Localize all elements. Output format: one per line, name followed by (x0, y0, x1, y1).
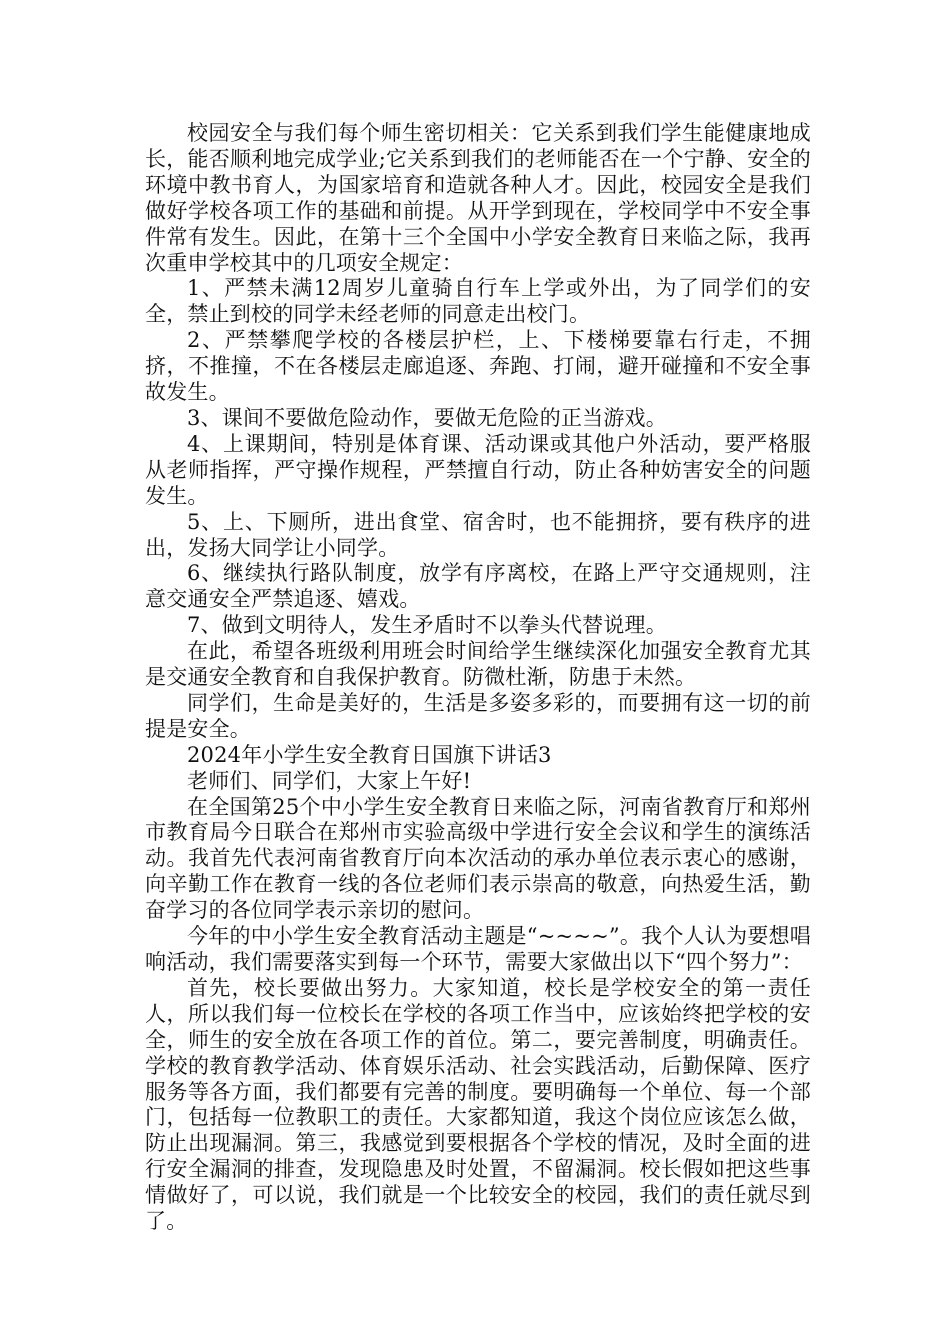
paragraph-closing: 同学们，生命是美好的，生活是多姿多彩的，而要拥有这一切的前提是安全。 (145, 690, 811, 741)
paragraph-intro: 校园安全与我们每个师生密切相关：它关系到我们学生能健康地成长，能否顺利地完成学业;它关系到我们的老师能否在一个宁静、安全的环境中教书育人，为国家培育和造就各种人才。因此，校园安全是我们做好学校各项工作的基础和前提。从开学到现在，学校同学中不安全事件常有发生。因此，在第十三个全国中小学安全教育日来临之际，我再次重申学校其中的几项安全规定： (145, 121, 811, 275)
document-body (145, 121, 811, 1235)
rule-item-3: 3、课间不要做危险动作，要做无危险的正当游戏。 (187, 405, 667, 430)
rule-item-1: 1、严禁未满12周岁儿童骑自行车上学或外出，为了同学们的安全，禁止到校的同学未经老师的同意走出校门。 (145, 276, 811, 327)
paragraph-hope: 在此，希望各班级利用班会时间给学生继续深化加强安全教育尤其是交通安全教育和自我保护教育。防微杜渐，防患于未然。 (145, 639, 811, 690)
speech-title: 2024年小学生安全教育日国旗下讲话3 (187, 742, 552, 767)
paragraph-theme: 今年的中小学生安全教育活动主题是“~~~~”。我个人认为要想唱响活动，我们需要落实到每一个环节，需要大家做出以下“四个努力”： (145, 924, 811, 974)
rule-item-4: 4、上课期间，特别是体育课、活动课或其他户外活动，要严格服从老师指挥，严守操作规程，严禁擅自行动，防止各种妨害安全的问题发生。 (145, 431, 811, 508)
greeting: 老师们、同学们，大家上午好! (187, 768, 472, 793)
rule-item-7: 7、做到文明待人，发生矛盾时不以拳头代替说理。 (187, 613, 667, 638)
paragraph-occasion: 在全国第25个中小学生安全教育日来临之际，河南省教育厅和郑州市教育局今日联合在郑州市实验高级中学进行安全会议和学生的演练活动。我首先代表河南省教育厅向本次活动的承办单位表示衷心的感谢，向辛勤工作在教育一线的各位老师们表示崇高的敬意，向热爱生活，勤奋学习的各位同学表示亲切的慰问。 (145, 794, 811, 923)
paragraph-principal-effort: 首先，校长要做出努力。大家知道，校长是学校安全的第一责任人，所以我们每一位校长在学校的各项工作当中，应该始终把学校的安全，师生的安全放在各项工作的首位。第二，要完善制度，明确责任。学校的教育教学活动、体育娱乐活动、社会实践活动，后勤保障、医疗服务等各方面，我们都要有完善的制度。要明确每一个单位、每一个部门，包括每一位教职工的责任。大家都知道，我这个岗位应该怎么做，防止出现漏洞。第三，我感觉到要根据各个学校的情况，及时全面的进行安全漏洞的排查，发现隐患及时处置，不留漏洞。校长假如把这些事情做好了，可以说，我们就是一个比较安全的校园，我们的责任就尽到了。 (145, 975, 811, 1234)
rule-item-6: 6、继续执行路队制度，放学有序离校，在路上严守交通规则，注意交通安全严禁追逐、嬉戏。 (145, 561, 811, 612)
rule-item-2: 2、严禁攀爬学校的各楼层护栏，上、下楼梯要靠右行走，不拥挤，不推撞，不在各楼层走廊追逐、奔跑、打闹，避开碰撞和不安全事故发生。 (145, 328, 811, 405)
rule-item-5: 5、上、下厕所，进出食堂、宿舍时，也不能拥挤，要有秩序的进出，发扬大同学让小同学。 (145, 509, 811, 560)
